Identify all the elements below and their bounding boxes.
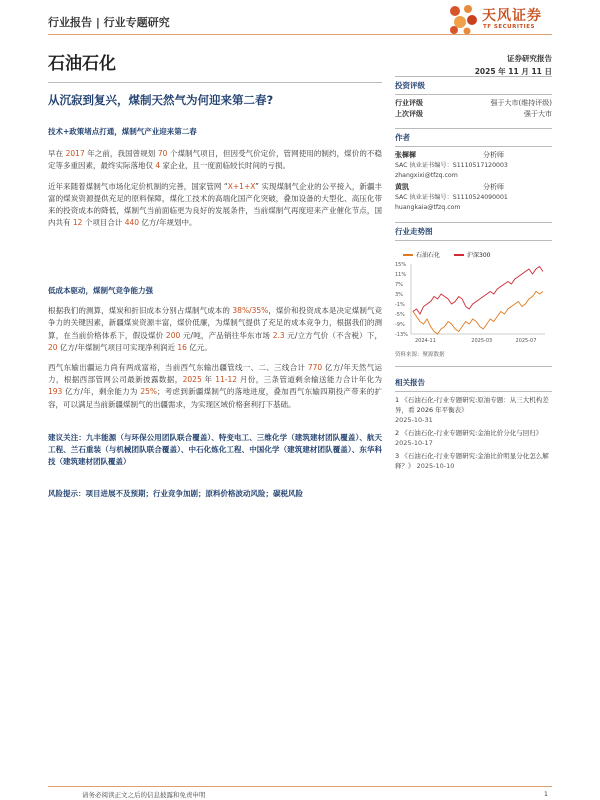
analyst-card	[395, 182, 552, 212]
logo-subtitle: TF SECURITIES	[483, 24, 535, 30]
legend-label: 沪深300	[467, 252, 491, 259]
related-title[interactable]: 《石油石化-行业专题研究:金油比价分化与回归》	[401, 429, 543, 437]
chart-source: 资料来源：聚源数据	[395, 352, 445, 358]
y-tick-label: 15%	[395, 262, 407, 268]
highlighted-figure: 25%	[140, 387, 158, 397]
y-tick-label: -1%	[395, 302, 405, 308]
suggestion-block	[48, 432, 382, 469]
rating-value: 强于大市	[524, 110, 552, 118]
related-num: 1	[395, 396, 400, 404]
x-tick-label: 2025-03	[471, 338, 493, 344]
header-divider	[48, 34, 552, 35]
y-tick-label: 7%	[395, 282, 403, 288]
section-2	[48, 285, 382, 411]
highlighted-figure: 4	[155, 161, 161, 171]
rating-value: 强于大市(维持评级)	[490, 99, 552, 107]
legend-item	[454, 250, 490, 259]
related-title[interactable]: 《石油石化-行业专题研究:金油比价明显分化怎么解释？》	[395, 452, 549, 470]
highlighted-figure: 12	[72, 218, 83, 228]
highlighted-figure: 11-12	[215, 375, 238, 385]
related-date: 2025-10-10	[416, 462, 455, 470]
chart-legend	[403, 250, 490, 259]
rating-row	[395, 98, 552, 109]
analyst-email[interactable]: zhangxixi@tfzq.com	[395, 171, 458, 179]
analyst-email[interactable]: huangkaia@tfzq.com	[395, 203, 461, 211]
trend-chart	[395, 250, 552, 350]
logo-name: 天风证券	[482, 8, 542, 24]
highlighted-figure: 193	[48, 387, 63, 397]
page-number: 1	[543, 790, 548, 798]
highlighted-figure: X+1+X	[227, 181, 256, 191]
analyst-name: 黄凯	[395, 183, 409, 191]
legend-label: 石油石化	[416, 252, 441, 259]
highlighted-figure: 2025	[182, 375, 202, 385]
trend-divider	[395, 222, 552, 223]
risk-text: 项目进展不及预期；行业竞争加剧；原料价格波动风险；碳税风险	[85, 489, 303, 498]
section-heading: 低成本驱动，煤制气竞争能力强	[48, 286, 153, 295]
highlighted-figure: 16	[177, 342, 187, 352]
y-tick-label: -13%	[395, 332, 408, 338]
analyst-cert: SAC 执业证书编号：S1110524090001	[395, 194, 508, 201]
chart-plot	[395, 260, 552, 350]
paragraph: 早在 2017 年之前，我国曾规划 70 个煤制气项目，但因受气价定价，管网使用的制约，煤价的不稳定等多重因素，最终实际落地仅 4 家企业，且一度面临较长时间的亏损。	[48, 149, 382, 171]
related-date: 2025-10-31	[395, 416, 433, 424]
x-tick-label: 2024-11	[415, 338, 436, 344]
related-item[interactable]	[395, 428, 552, 448]
highlighted-figure: 2017	[65, 149, 85, 159]
related-date: 2025-10-17	[395, 439, 433, 447]
suggestion-text: 九丰能源（与环保公用团队联合覆盖）、特变电工、三维化学（建筑建材团队覆盖）、航天工程、兰石重装（与机械团队联合覆盖）、中石化炼化工程、中国化学（建筑建材团队覆盖）、东华科技（建筑建材团队覆盖）	[48, 433, 383, 467]
section-heading: 技术+政策堵点打通，煤制气产业迎来第二春	[48, 127, 197, 136]
authors-panel	[395, 132, 552, 212]
highlighted-figure: 38%/35%	[232, 306, 269, 316]
report-title: 从沉寂到复兴，煤制天然气为何迎来第二春?	[48, 93, 274, 107]
report-date: 2025 年 11 月 11 日	[474, 67, 552, 76]
related-title[interactable]: 《石油石化-行业专题研究:原油专题：从三大机构差异，看 2026 年平衡表》	[395, 396, 549, 414]
authors-divider	[395, 128, 552, 129]
rating-key: 上次评级	[395, 110, 423, 118]
report-category: 行业报告 | 行业专题研究	[48, 16, 170, 29]
trend-heading: 行业走势图	[395, 227, 433, 236]
related-divider	[395, 366, 552, 367]
related-num: 3	[395, 452, 400, 460]
footer-disclaimer: 请务必阅读正文之后的信息披露和免责申明	[82, 791, 206, 799]
paragraph: 西气东输出疆运力尚有两成富裕，当前西气东输出疆管线一、二、三线合计 770 亿方/年天然气运力，根据西部管网公司最新披露数据，2025 年 11-12 月份，三条管道剩余输送能力合计年化为 193 亿方/年，剩余能力为 25%；考虑到新疆煤制气的落地进度，叠加西气东输四期投产带来的扩容，可以满足当前新疆煤制气的出疆需求，为实现区域价格套利打下基础。	[48, 363, 383, 409]
highlighted-figure: 2.3	[272, 330, 285, 340]
legend-swatch	[454, 254, 464, 256]
risk-block	[48, 488, 382, 500]
y-tick-label: 11%	[395, 272, 407, 278]
footer-divider	[48, 786, 552, 787]
related-item[interactable]	[395, 395, 552, 425]
trend-panel	[395, 226, 552, 241]
suggestion-label: 建议关注：	[48, 433, 86, 442]
highlighted-figure: 440	[124, 218, 140, 228]
rating-top-divider	[395, 76, 552, 77]
legend-swatch	[403, 254, 413, 256]
company-logo	[446, 0, 576, 38]
y-tick-label: 3%	[395, 292, 403, 298]
paragraph: 根据我们的测算，煤炭和折旧成本分别占煤制气成本的 38%/35%，煤价和投资成本是决定煤制气竞争力的关键因素，新疆煤炭资源丰富，煤价低廉，为煤制气提供了充足的成本竞争力，根据我们的测算，在当前价格体系下，假设煤价 200 元/吨，产品销往华东市场 2.3 元/立方气价（不含税）下，20 亿方/年煤制气项目可实现净利润近 16 亿元。	[48, 306, 383, 352]
related-reports	[395, 378, 552, 471]
related-num: 2	[395, 429, 400, 437]
analyst-role: 分析师	[483, 151, 504, 159]
highlighted-figure: 770	[307, 363, 323, 373]
report-type: 证券研究报告	[507, 54, 552, 63]
series-line	[413, 267, 543, 315]
risk-label: 风险提示：	[48, 489, 86, 498]
logo-icon	[446, 2, 480, 36]
rating-panel	[395, 80, 552, 120]
rating-row	[395, 109, 552, 120]
title-divider	[48, 82, 382, 83]
x-tick-label: 2025-07	[515, 338, 537, 344]
highlighted-figure: 70	[157, 149, 168, 159]
authors-heading: 作者	[395, 133, 410, 142]
analyst-card	[395, 150, 552, 180]
company-title: 石油石化	[48, 54, 116, 74]
paragraph: 近年来随着煤制气市场化定价机制的完善，国家管网 “X+1+X” 实现煤制气企业的公平接入，新疆丰富的煤炭资源提供充足的原料保障，煤化工技术的高端化国产化突破，叠加设备的大型化、高压化带来的投资成本的降低，煤制气当前面临更为良好的发展条件，当前煤制气再度迎来产业催化节点，国内共有 12 个项目合计 440 亿方/年规划中。	[48, 181, 382, 228]
related-heading: 相关报告	[395, 378, 425, 387]
highlighted-figure: 200	[165, 330, 181, 340]
rating-heading: 投资评级	[395, 81, 425, 90]
section-1	[48, 126, 382, 229]
legend-item	[403, 250, 440, 259]
related-item[interactable]	[395, 451, 552, 471]
rating-key: 行业评级	[395, 99, 423, 107]
highlighted-figure: 20	[48, 342, 58, 352]
analyst-role: 分析师	[483, 183, 504, 191]
analyst-cert: SAC 执业证书编号：S1110517120003	[395, 162, 508, 169]
series-line	[413, 292, 543, 335]
analyst-name: 张樨樨	[395, 151, 416, 159]
y-tick-label: -9%	[395, 322, 405, 328]
y-tick-label: -5%	[395, 312, 405, 318]
